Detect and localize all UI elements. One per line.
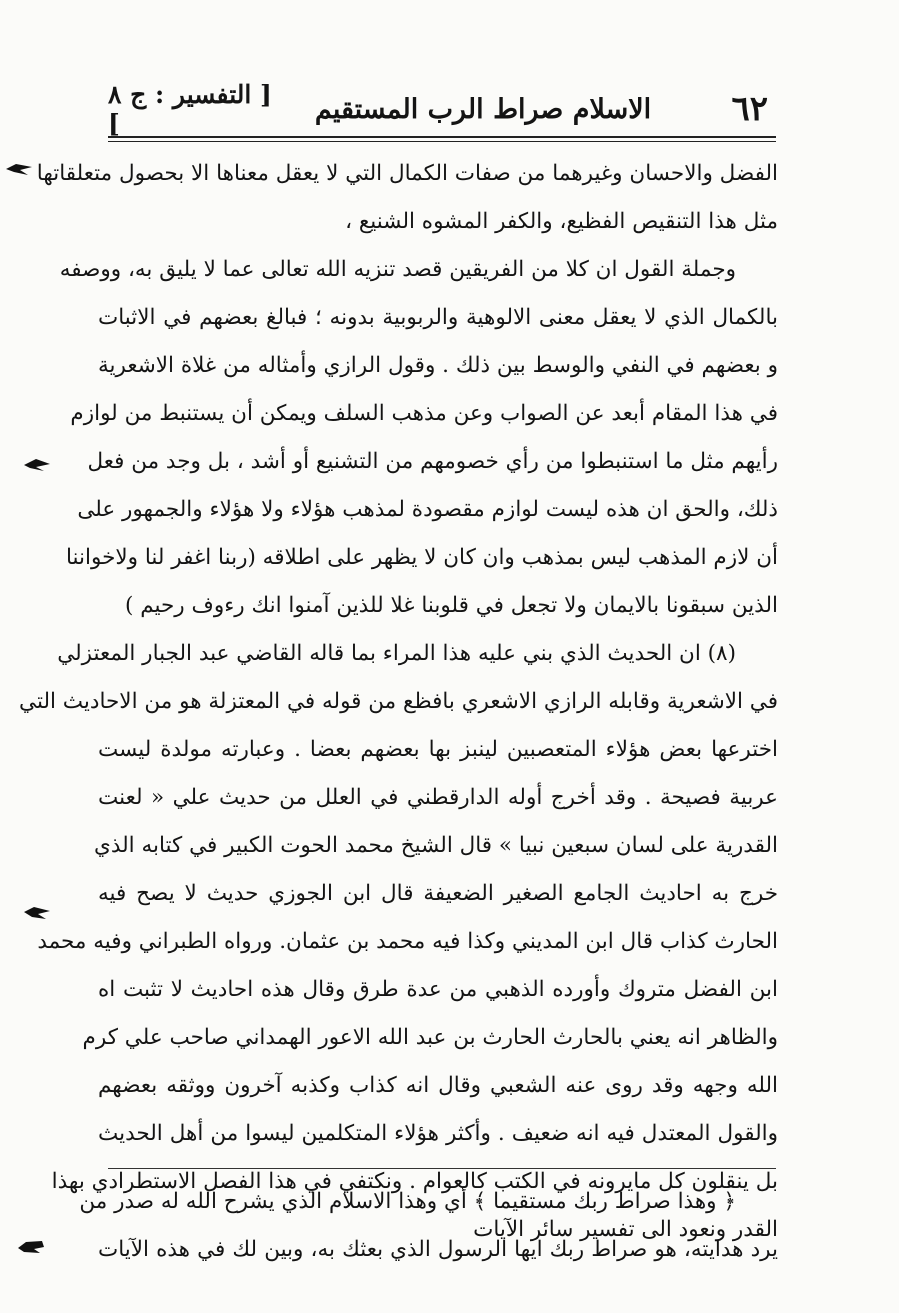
running-header — [108, 80, 768, 138]
page-number: ٦٢ — [731, 89, 768, 129]
binding-mark-icon — [24, 906, 50, 920]
text-line: القدر ونعود الى تفسير سائر الآيات — [473, 1217, 778, 1242]
text-line: ابن الفضل متروك وأورده الذهبي من عدة طرق وقال هذه احاديث لا تثبت اه — [98, 977, 778, 1002]
text-line: الفضل والاحسان وغيرهما من صفات الكمال التي لا يعقل معناها الا بحصول متعلقاتها — [36, 161, 778, 186]
running-title: الاسلام صراط الرب المستقيم — [314, 93, 652, 125]
binding-mark-icon — [6, 162, 32, 176]
text-line: خرج به احاديث الجامع الصغير الضعيفة قال ابن الجوزي حديث لا يصح فيه — [98, 881, 778, 906]
text-line: بل ينقلون كل مايرونه في الكتب كالعوام . ونكتفي في هذا الفصل الاستطرادي بهذا — [51, 1169, 778, 1194]
text-line: أن لازم المذهب ليس بمذهب وان كان لا يظهر على اطلاقه (ربنا اغفر لنا ولاخواننا — [65, 545, 778, 570]
header-rule — [108, 136, 776, 142]
binding-mark-icon — [24, 458, 50, 472]
text-line: و بعضهم في النفي والوسط بين ذلك . وقول الرازي وأمثاله من غلاة الاشعرية — [98, 353, 778, 378]
text-line: بالكمال الذي لا يعقل معنى الالوهية والربوبية بدونه ؛ فبالغ بعضهم في الاثبات — [98, 305, 778, 330]
lower-text — [79, 1178, 778, 1274]
text-line: في الاشعرية وقابله الرازي الاشعري بافظع من قوله في المعتزلة هو من الاحاديث التي — [19, 689, 778, 714]
text-line: اخترعها بعض هؤلاء المتعصبين لينبز بها بعضهم بعضا . وعبارته مولدة ليست — [98, 737, 778, 762]
text-line: (٨) ان الحديث الذي بني عليه هذا المراء بما قاله القاضي عبد الجبار المعتزلي — [57, 641, 736, 666]
text-line: ذلك، والحق ان هذه ليست لوازم مقصودة لمذهب هؤلاء ولا هؤلاء والجمهور على — [77, 497, 778, 522]
text-line: عربية فصيحة . وقد أخرج أوله الدارقطني في العلل من حديث علي « لعنت — [98, 785, 778, 810]
text-line: الحارث كذاب قال ابن المديني وكذا فيه محمد بن عثمان. ورواه الطبراني وفيه محمد — [37, 929, 778, 954]
text-line: وجملة القول ان كلا من الفريقين قصد تنزيه الله تعالى عما لا يليق به، ووصفه — [59, 257, 736, 282]
text-line: يرد هدايته، هو صراط ربك ايها الرسول الذي بعثك به، وبين لك في هذه الآيات — [98, 1237, 778, 1262]
text-line: رأيهم مثل ما استنبطوا من رأي خصومهم من التشنيع أو أشد ، بل وجد من فعل — [87, 449, 778, 474]
section-label: [ التفسير : ج ٨ ] — [108, 80, 272, 138]
text-line: الله وجهه وقد روى عنه الشعبي وقال انه كذاب وكذبه آخرون ووثقه بعضهم — [98, 1073, 778, 1098]
text-line: الذين سبقونا بالايمان ولا تجعل في قلوبنا غلا للذين آمنوا انك رءوف رحيم ) — [125, 593, 778, 618]
section-divider — [108, 1168, 776, 1169]
main-text — [19, 150, 778, 1254]
text-line: القدرية على لسان سبعين نبيا » قال الشيخ محمد الحوت الكبير في كتابه الذي — [94, 833, 778, 858]
text-line: والقول المعتدل فيه انه ضعيف . وأكثر هؤلاء المتكلمين ليسوا من أهل الحديث — [98, 1121, 778, 1146]
text-line: والظاهر انه يعني بالحارث الحارث بن عبد الله الاعور الهمداني صاحب علي كرم — [82, 1025, 778, 1050]
text-line: مثل هذا التنقيص الفظيع، والكفر المشوه الشنيع ، — [345, 209, 778, 234]
binding-mark-icon — [18, 1240, 44, 1254]
text-line: ﴿ وهذا صراط ربك مستقيما ﴾ أي وهذا الاسلام الذي يشرح الله له صدر من — [79, 1189, 736, 1214]
text-line: في هذا المقام أبعد عن الصواب وعن مذهب السلف ويمكن أن يستنبط من لوازم — [70, 401, 778, 426]
